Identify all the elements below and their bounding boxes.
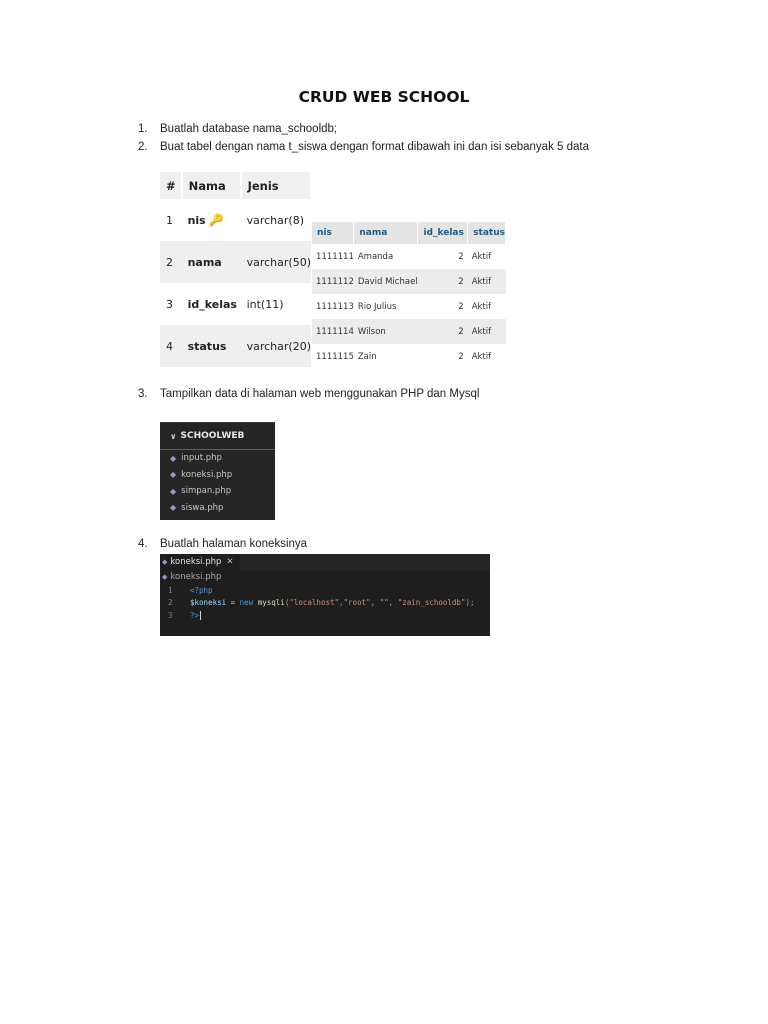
cell-nis: 1111113 bbox=[312, 294, 354, 319]
folder-name: SCHOOLWEB bbox=[180, 431, 245, 441]
code-close-tag: ?> bbox=[190, 610, 200, 620]
list-number: 4. bbox=[138, 538, 148, 550]
code-text bbox=[184, 598, 474, 607]
line-number: 2 bbox=[168, 598, 173, 608]
file-name: siswa.php bbox=[181, 502, 224, 513]
table-row bbox=[312, 269, 506, 294]
code-line[interactable] bbox=[160, 597, 490, 610]
cell-id-kelas: 2 bbox=[418, 344, 468, 369]
cell-status: Aktif bbox=[468, 244, 506, 269]
code-line[interactable] bbox=[160, 609, 490, 622]
column-header-no: # bbox=[160, 172, 182, 199]
column-header-nama[interactable]: nama bbox=[354, 222, 418, 244]
key-icon: 🔑 bbox=[208, 213, 224, 227]
editor-tab[interactable] bbox=[160, 554, 240, 570]
field-name: nama bbox=[182, 241, 241, 283]
list-item-3 bbox=[138, 388, 479, 400]
text-cursor bbox=[200, 611, 201, 620]
cell-nama: David Michael bbox=[354, 269, 418, 294]
code-line[interactable] bbox=[160, 584, 490, 597]
php-file-icon: ◆ bbox=[162, 558, 168, 566]
explorer-folder-header[interactable] bbox=[160, 423, 275, 450]
cell-nis: 1111114 bbox=[312, 319, 354, 344]
code-arguments: ("localhost","root", "", "zain_schooldb"); bbox=[284, 598, 475, 608]
list-number: 3. bbox=[138, 388, 148, 400]
column-header-nis[interactable]: nis bbox=[312, 222, 354, 244]
explorer-file-item[interactable] bbox=[160, 467, 275, 484]
tab-label: koneksi.php bbox=[170, 557, 222, 567]
file-explorer bbox=[160, 422, 275, 520]
cell-id-kelas: 2 bbox=[418, 319, 468, 344]
column-header-name: Nama bbox=[182, 172, 241, 199]
breadcrumb-file[interactable]: koneksi.php bbox=[170, 572, 222, 582]
code-keyword: new bbox=[239, 598, 254, 608]
code-text: <?php bbox=[190, 585, 213, 595]
cell-status: Aktif bbox=[468, 319, 506, 344]
list-number: 2. bbox=[138, 141, 148, 153]
row-number: 4 bbox=[160, 325, 182, 367]
php-file-icon: ◆ bbox=[170, 503, 177, 513]
line-number: 3 bbox=[168, 610, 173, 620]
structure-table bbox=[160, 172, 312, 367]
cell-status: Aktif bbox=[468, 294, 506, 319]
breadcrumb bbox=[160, 570, 490, 584]
list-text: Buatlah halaman koneksinya bbox=[160, 538, 308, 550]
explorer-file-item[interactable] bbox=[160, 500, 275, 517]
list-text: Buatlah database nama_schooldb; bbox=[160, 123, 338, 135]
field-type: varchar(20) bbox=[241, 325, 311, 367]
file-name: simpan.php bbox=[181, 486, 232, 497]
field-name: status bbox=[182, 325, 241, 367]
chevron-down-icon: ∨ bbox=[170, 431, 177, 441]
field-type: int(11) bbox=[241, 283, 311, 325]
table-row bbox=[312, 294, 506, 319]
explorer-file-item[interactable] bbox=[160, 483, 275, 500]
field-name bbox=[182, 199, 241, 241]
table-row bbox=[312, 244, 506, 269]
code-text bbox=[184, 611, 201, 621]
cell-id-kelas: 2 bbox=[418, 294, 468, 319]
cell-id-kelas: 2 bbox=[418, 244, 468, 269]
code-editor bbox=[160, 554, 490, 636]
code-operator: = bbox=[226, 598, 240, 608]
php-file-icon: ◆ bbox=[170, 486, 177, 496]
row-number: 2 bbox=[160, 241, 182, 283]
line-number: 1 bbox=[168, 585, 173, 595]
cell-nis: 1111111 bbox=[312, 244, 354, 269]
structure-header-row bbox=[160, 172, 311, 199]
explorer-file-item[interactable] bbox=[160, 450, 275, 467]
data-table bbox=[312, 222, 506, 369]
code-variable: $koneksi bbox=[190, 598, 227, 608]
column-header-status[interactable]: status bbox=[468, 222, 506, 244]
table-row bbox=[312, 344, 506, 369]
php-file-icon: ◆ bbox=[162, 573, 168, 581]
table-row bbox=[160, 241, 311, 283]
table-row bbox=[160, 199, 311, 241]
table-row bbox=[160, 283, 311, 325]
list-text: Tampilkan data di halaman web menggunakan PHP dan Mysql bbox=[160, 388, 480, 400]
list-item-1 bbox=[138, 123, 337, 135]
data-header-row bbox=[312, 222, 506, 244]
field-type: varchar(50) bbox=[241, 241, 311, 283]
close-icon[interactable]: ✕ bbox=[226, 557, 234, 567]
cell-nama: Amanda bbox=[354, 244, 418, 269]
list-text: Buat tabel dengan nama t_siswa dengan format dibawah ini dan isi sebanyak 5 data bbox=[160, 141, 589, 153]
field-type: varchar(8) bbox=[241, 199, 311, 241]
page-title: CRUD WEB SCHOOL bbox=[298, 88, 470, 106]
cell-nama: Rio Julius bbox=[354, 294, 418, 319]
list-number: 1. bbox=[138, 123, 148, 135]
file-name: input.php bbox=[181, 453, 222, 464]
cell-id-kelas: 2 bbox=[418, 269, 468, 294]
table-row bbox=[312, 319, 506, 344]
column-header-id-kelas[interactable]: id_kelas bbox=[418, 222, 468, 244]
code-function: mysqli bbox=[257, 598, 285, 608]
table-row bbox=[160, 325, 311, 367]
row-number: 3 bbox=[160, 283, 182, 325]
cell-nis: 1111112 bbox=[312, 269, 354, 294]
field-name: id_kelas bbox=[182, 283, 241, 325]
list-item-2 bbox=[138, 141, 589, 153]
cell-status: Aktif bbox=[468, 269, 506, 294]
php-file-icon: ◆ bbox=[170, 470, 177, 480]
file-name: koneksi.php bbox=[181, 469, 233, 480]
column-header-type: Jenis bbox=[241, 172, 311, 199]
cell-nama: Zain bbox=[354, 344, 418, 369]
php-file-icon: ◆ bbox=[170, 453, 177, 463]
cell-status: Aktif bbox=[468, 344, 506, 369]
field-name-text: nis bbox=[187, 214, 206, 227]
cell-nis: 1111115 bbox=[312, 344, 354, 369]
editor-tab-bar bbox=[160, 554, 490, 570]
row-number: 1 bbox=[160, 199, 182, 241]
list-item-4 bbox=[138, 538, 307, 550]
cell-nama: Wilson bbox=[354, 319, 418, 344]
